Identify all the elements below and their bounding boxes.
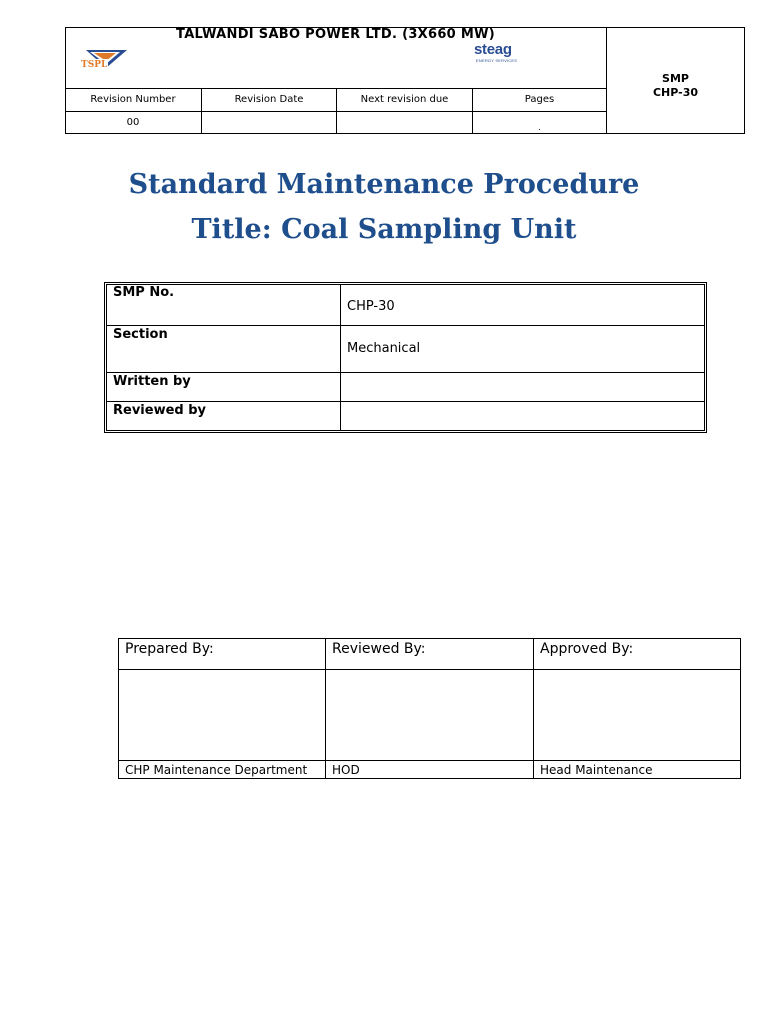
document-code xyxy=(606,72,745,100)
info-table-divider xyxy=(106,401,705,402)
prepared-by-label: Prepared By: xyxy=(125,641,214,657)
smp-no-label: SMP No. xyxy=(113,285,175,300)
doc-code: CHP-30 xyxy=(652,86,699,99)
next-revision-label: Next revision due xyxy=(360,94,449,105)
steag-logo: steag ENERGY SERVICES xyxy=(474,41,518,63)
revision-date-value xyxy=(202,112,336,134)
page-subtitle: Title: Coal Sampling Unit xyxy=(191,214,577,245)
company-name: TALWANDI SABO POWER LTD. (3X660 MW) xyxy=(176,27,495,42)
reviewed-dept: HOD xyxy=(332,763,360,777)
svg-text:TSPL: TSPL xyxy=(81,60,108,70)
info-table-divider xyxy=(340,284,341,431)
section-label: Section xyxy=(113,327,168,342)
signoff-table xyxy=(118,638,741,779)
revision-number-label: Revision Number xyxy=(90,94,176,105)
info-table-divider xyxy=(106,372,705,373)
revision-number-value: 00 xyxy=(126,117,140,128)
revision-date-label: Revision Date xyxy=(234,94,304,105)
reviewed-by-sign-label: Reviewed By: xyxy=(332,641,426,657)
info-table-divider xyxy=(106,325,705,326)
signoff-divider xyxy=(118,760,741,761)
pages-label: Pages xyxy=(524,94,555,105)
reviewed-by-label: Reviewed by xyxy=(113,403,207,418)
tspl-logo xyxy=(80,48,128,70)
signoff-divider xyxy=(533,638,534,779)
doc-type: SMP xyxy=(662,72,689,85)
pages-value: . xyxy=(538,123,541,132)
signoff-divider xyxy=(118,669,741,670)
smp-no-value: CHP-30 xyxy=(347,299,395,314)
written-by-label: Written by xyxy=(113,374,191,389)
next-revision-value xyxy=(337,112,472,134)
section-value: Mechanical xyxy=(347,341,421,356)
approved-dept: Head Maintenance xyxy=(540,763,653,777)
signoff-divider xyxy=(325,638,326,779)
approved-by-label: Approved By: xyxy=(540,641,634,657)
prepared-dept: CHP Maintenance Department xyxy=(125,763,308,777)
page-title: Standard Maintenance Procedure xyxy=(128,169,640,200)
